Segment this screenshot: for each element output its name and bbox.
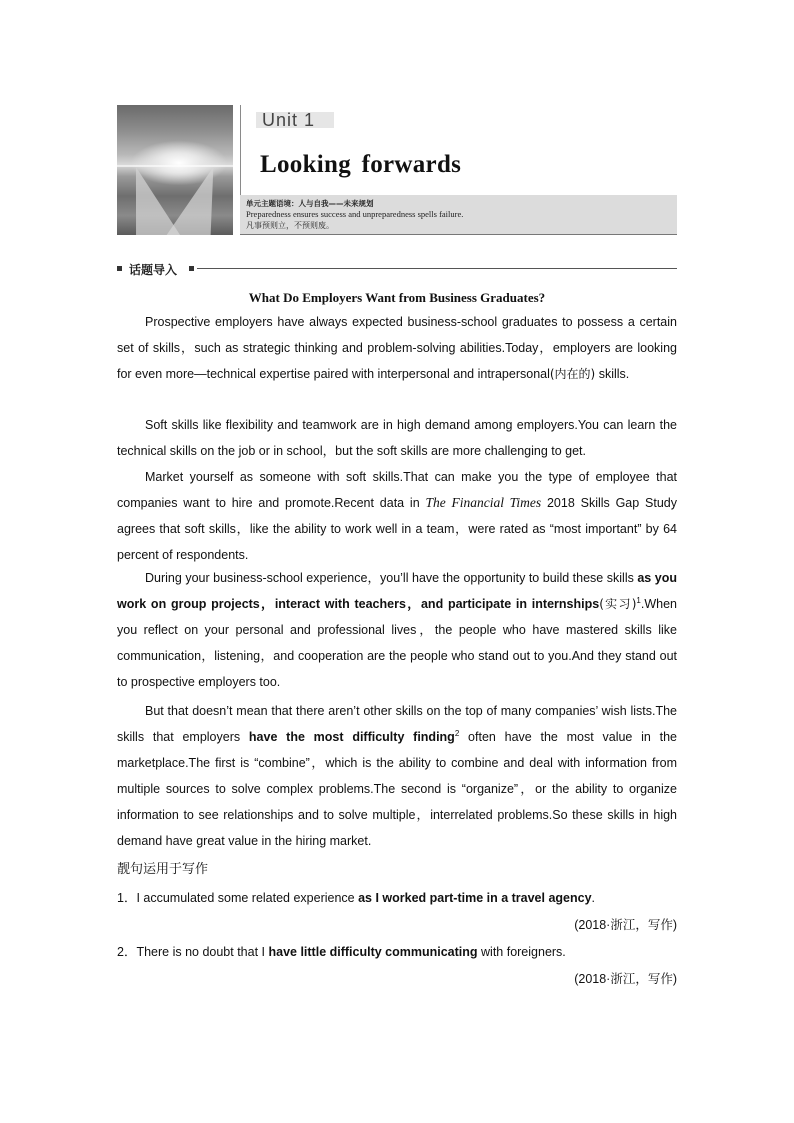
header-divider (240, 105, 241, 197)
square-bullet-icon (117, 266, 122, 271)
unit-title: Looking forwards (260, 151, 462, 178)
item-text: I accumulated some related experience (136, 891, 359, 905)
item-bold-phrase: as I worked part-time in a travel agency (358, 891, 592, 905)
item-tail: with foreigners. (477, 945, 566, 959)
road-sunrise-photo (117, 105, 233, 235)
writing-item-1 (117, 888, 677, 906)
item-tail: . (591, 891, 596, 905)
unit-label: Unit 1 (256, 112, 334, 128)
proverb-chinese: 凡事预则立，不预则废。 (246, 221, 334, 230)
p3-tail: 2018 Skills Gap Study agrees that soft skills，like the ability to work well in a team，were rated as “most important” by 64 percent of respondents. (117, 496, 677, 562)
item-number: 1． (117, 891, 137, 905)
item-number: 2． (117, 945, 137, 959)
p1-gloss: (内在的) (549, 367, 596, 381)
item-bold-phrase: have little difficulty communicating (268, 945, 478, 959)
square-bullet-icon (189, 266, 194, 271)
writing-item-2-source: (2018·浙江，写作) (574, 972, 677, 986)
section-rule (197, 268, 677, 269)
writing-heading: 靓句运用于写作 (117, 862, 209, 877)
proverb-english: Preparedness ensures success and unpreparedness spells failure. (246, 209, 464, 219)
section-label: 话题导入 (129, 263, 178, 277)
theme-line: 单元主题语境：人与自我——未来规划 (246, 199, 374, 208)
p4-gloss: (实习) (599, 597, 637, 611)
p5-text: But that doesn’t mean that there aren’t other skills on the top of many companies’ wish lists.The skills that employers (117, 704, 677, 744)
photo-road-right (167, 167, 233, 235)
paragraph-3 (117, 464, 677, 568)
writing-item-1-source: (2018·浙江，写作) (574, 918, 677, 932)
p1-tail: skills. (595, 367, 630, 381)
p3-italic-source: The Financial Times (425, 495, 542, 510)
p5-tail: often have the most value in the marketplace.The first is “combine”，which is the ability to combine and deal with information from multiple sources to solve complex problems.The second is “organize”，or the ability to organize information to see relationships and to solve multiple，interrelated problems.So these skills in high demand have great value in the hiring market. (117, 730, 678, 848)
p4-footnote: 1 (636, 595, 641, 605)
theme-band (240, 195, 677, 235)
unit-header (117, 105, 677, 235)
paragraph-4 (117, 565, 677, 695)
article-title: What Do Employers Want from Business Graduates? (248, 290, 546, 305)
section-header (117, 262, 677, 276)
p1-text: Prospective employers have always expected business-school graduates to possess a certain set of skills，such as strategic thinking and problem-solving abilities.Today，employers are looking for even more—technical expertise paired with interpersonal and intrapersonal (117, 315, 677, 381)
p4-bold-phrase: as you work on group projects，interact with teachers，and participate in internships (117, 571, 677, 611)
paragraph-1 (117, 309, 677, 387)
p5-bold-phrase: have the most difficulty finding (248, 730, 455, 744)
p4-text: During your business-school experience，you’ll have the opportunity to build these skills (145, 571, 638, 585)
p5-footnote: 2 (454, 728, 460, 738)
paragraph-5 (117, 698, 677, 854)
writing-item-2 (117, 942, 677, 960)
p3-text: Market yourself as someone with soft skills.That can make you the type of employee that companies want to hire and promote.Recent data in (117, 470, 677, 510)
item-text: There is no doubt that I (136, 945, 269, 959)
paragraph-2: Soft skills like flexibility and teamwork are in high demand among employers.You can learn the technical skills on the job or in school，but the soft skills are more challenging to get. (117, 418, 677, 458)
p4-tail: .When you reflect on your personal and professional lives，the people who have mastered skills like communication，listening，and cooperation are the people who stand out to you.And they stand out to prospective employers too. (117, 597, 678, 689)
